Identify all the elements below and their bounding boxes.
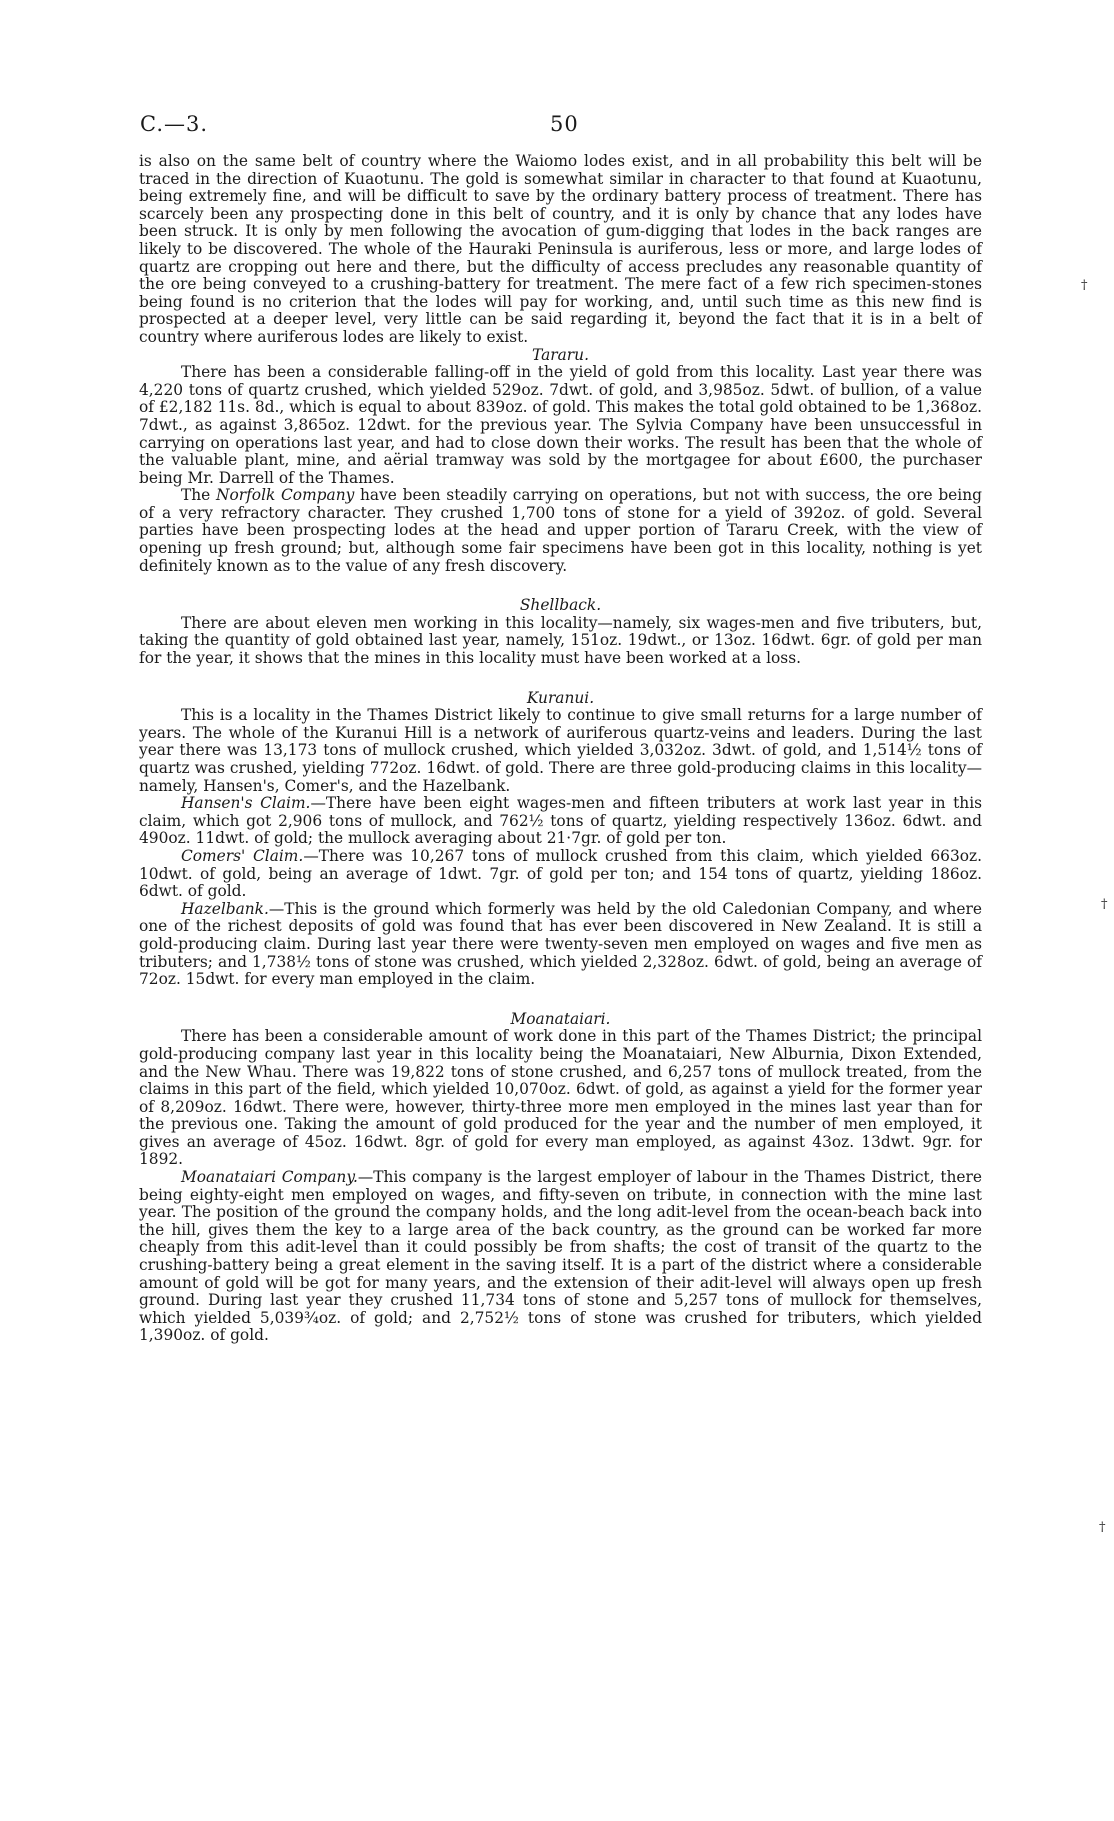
moanataiari-company-label: Moanataiari Company. (181, 1168, 358, 1187)
moanataiari-paragraph: There has been a considerable amount of work done in this part of the Thames District; the principal gold-producing company last year in this locality being the Moanataiari, New Alburnia, Dixon Extended, and the New Whau. There was 19,822 tons of stone crushed, and 6,257 tons of mullock treated, from the claims in this part of the field, which yielded 10,070oz. 6dwt. of gold, as against a yield for the former year of 8,209oz. 16dwt. There were, however, thirty-three more men employed in the mines last year than for the previous one. Taking the amount of gold produced for the year and the number of men employed, it gives an average of 45oz. 16dwt. 8gr. of gold for every man employed, as against 43oz. 13dwt. 9gr. for 1892. (139, 1027, 982, 1169)
kuranui-paragraph: This is a locality in the Thames District likely to continue to give small returns for a large number of years. The whole of the Kuranui Hill is a network of auriferous quartz-veins and leaders. During the last year there was 13,173 tons of mullock crushed, which yielded 3,032oz. 3dwt. of gold, and 1,514½ tons of quartz was crushed, yielding 772oz. 16dwt. of gold. There are three gold-producing claims in this locality—namely, Hansen's, Comer's, and the Hazelbank. (139, 706, 982, 795)
intro-paragraph: is also on the same belt of country where the Waiomo lodes exist, and in all probability this belt will be traced in the direction of Kuaotunu. The gold is somewhat similar in character to that found at Kuaotunu, being extremely fine, and will be difficult to save by the ordinary battery process of treatment. There has scarcely been any prospecting done in this belt of country, and it is only by chance that any lodes have been struck. It is only by men following the avocation of gum-digging that lodes in the back ranges are likely to be discovered. The whole of the Hauraki Peninsula is auriferous, less or more, and large lodes of quartz are cropping out here and there, but the difficulty of access precludes any reasonable quantity of the ore being conveyed to a crushing-battery for treatment. The mere fact of a few rich specimen-stones being found is no criterion that the lodes will pay for working, and, until such time as this new find is prospected at a deeper level, very little can be said regarding it, beyond the fact that it is in a belt of country where auriferous lodes are likely to exist. (139, 152, 982, 346)
tararu-p2-rest: have been steadily carrying on operations, but not with success, the ore being of a very refractory character. They crushed 1,700 tons of stone for a yield of 392oz. of gold. Several parties have been prospecting lodes at the head and upper portion of Tararu Creek, with the view of opening up fresh ground; but, although some fair specimens have been got in this locality, nothing is yet definitely known as to the value of any fresh discovery. (139, 486, 982, 575)
tararu-p2-lead: The (181, 486, 211, 505)
page-header (140, 112, 980, 142)
moanataiari-company-text: —This company is the largest employer of labour in the Thames District, there being eighty-eight men employed on wages, and fifty-seven on tribute, in connection with the mine last year. The position of the ground the company holds, and the long adit-level from the ocean-beach back into the hill, gives them the key to a large area of the back country, as the ground can be worked far more cheaply from this adit-level than it could possibly be from shafts; the cost of transit of the quartz to the crushing-battery being a great element in the saving itself. It is a part of the district where a considerable amount of gold will be got for many years, and the extension of their adit-level will always open up fresh ground. During last year they crushed 11,734 tons of stone and 5,257 tons of mullock for themselves, which yielded 5,039¾oz. of gold; and 2,752½ tons of stone was crushed for tributers, which yielded 1,390oz. of gold. (139, 1168, 982, 1345)
document-reference: C.—3. (140, 112, 209, 136)
hazelbank-text: —This is the ground which formerly was held by the old Caledonian Company, and where one of the richest deposits of gold was found that has ever been discovered in New Zealand. It is still a gold-producing claim. During last year there were twenty-seven men employed on wages and five men as tributers; and 1,738½ tons of stone was crushed, which yielded 2,328oz. 6dwt. of gold, being an average of 72oz. 15dwt. for every man employed in the claim. (139, 899, 982, 989)
page-body (139, 153, 982, 1345)
comers-claim-label: Comers' Claim. (181, 846, 304, 865)
hazelbank-paragraph (139, 901, 982, 989)
page-number: 50 (550, 112, 579, 136)
margin-mark-icon: † (1081, 278, 1088, 293)
shellback-paragraph: There are about eleven men working in this locality—namely, six wages-men and five tributers, but, taking the quantity of gold obtained last year, namely, 151oz. 19dwt., or 13oz. 16dwt. 6gr. of gold per man for the year, it shows that the mines in this locality must have been worked at a loss. (139, 613, 982, 668)
section-title-kuranui: Kuranui. (526, 688, 595, 707)
section-title-shellback: Shellback. (519, 596, 602, 615)
hazelbank-label: Hazelbank. (181, 899, 269, 918)
section-title-tararu: Tararu. (532, 345, 589, 364)
hansens-claim-paragraph (139, 795, 982, 848)
moanataiari-company-paragraph (139, 1169, 982, 1345)
hansens-claim-text: —There have been eight wages-men and fifteen tributers at work last year in this claim, which got 2,906 tons of mullock, and 762½ tons of quartz, yielding respectively 136oz. 6dwt. and 490oz. 11dwt. of gold; the mullock averaging about 21·7gr. of gold per ton. (139, 794, 983, 848)
tararu-paragraph-2 (139, 487, 982, 575)
comers-claim-paragraph (139, 848, 982, 901)
comers-claim-text: —There was 10,267 tons of mullock crushed from this claim, which yielded 663oz. 10dwt. of gold, being an average of 1dwt. 7gr. of gold per ton; and 154 tons of quartz, yielding 186oz. 6dwt. of gold. (139, 846, 983, 901)
margin-mark-icon: † (1099, 1520, 1106, 1535)
norfolk-company-name: Norfolk Company (216, 486, 355, 505)
section-title-moanataiari: Moanataiari. (510, 1009, 611, 1028)
tararu-paragraph-1: There has been a considerable falling-off in the yield of gold from this locality. Last year there was 4,220 tons of quartz crushed, which yielded 529oz. 7dwt. of gold, and 3,985oz. 5dwt. of bullion, of a value of £2,182 11s. 8d., which is equal to about 839oz. of gold. This makes the total gold obtained to be 1,368oz. 7dwt., as against 3,865oz. 12dwt. for the previous year. The Sylvia Company have been unsuccessful in carrying on operations last year, and had to close down their works. The result has been that the whole of the valuable plant, mine, and aërial tramway was sold by the mortgagee for about £600, the purchaser being Mr. Darrell of the Thames. (139, 363, 982, 487)
hansens-claim-label: Hansen's Claim. (181, 794, 311, 813)
margin-mark-icon: † (1101, 897, 1108, 912)
